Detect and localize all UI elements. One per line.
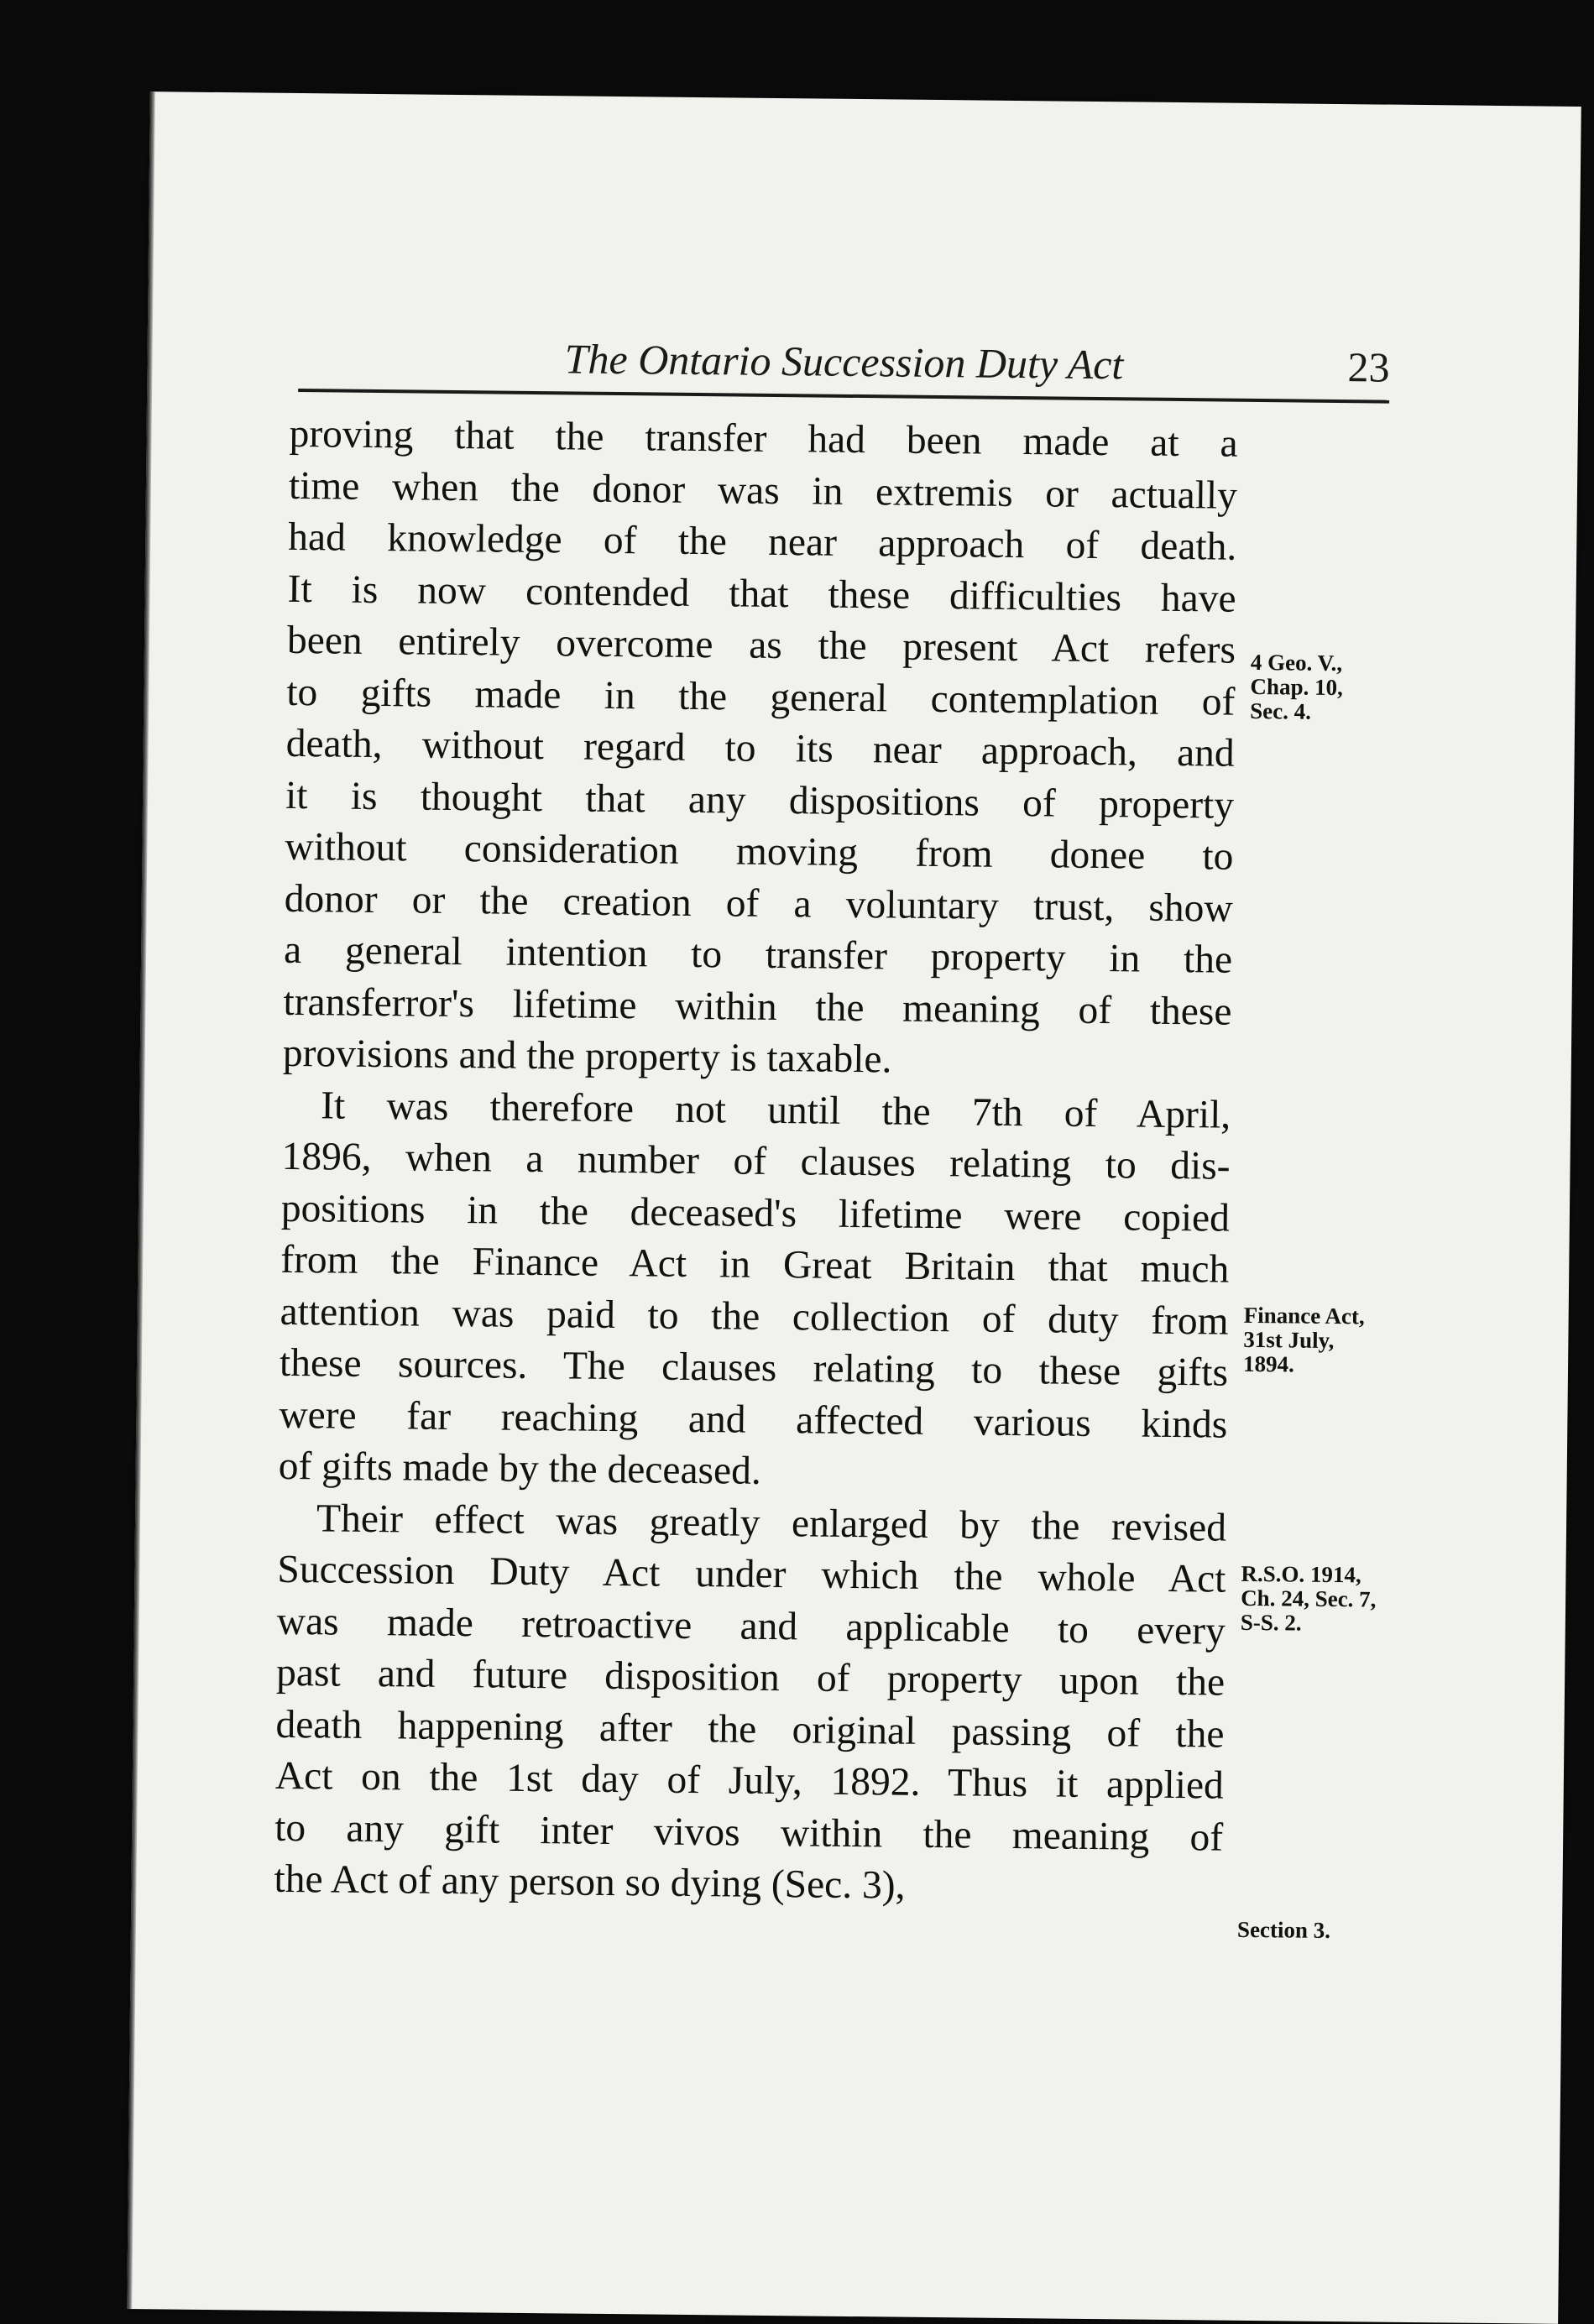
text-line: it is thought that any dispositions of property	[285, 773, 1235, 828]
binding-edge	[127, 91, 155, 2309]
text-line: It is now contended that these difficulties have	[287, 567, 1236, 621]
text-line: of gifts made by the deceased.	[278, 1444, 762, 1493]
text-line: death happening after the original passing of the	[275, 1702, 1225, 1757]
page-sheet	[127, 91, 1581, 2324]
margin-note-line: 1894.	[1242, 1350, 1294, 1377]
text-line: Act on the 1st day of July, 1892. Thus it applied	[274, 1753, 1225, 1808]
margin-note-line: Finance Act,	[1243, 1302, 1365, 1329]
body-text	[274, 409, 1238, 1915]
margin-note-line: Sec. 4.	[1250, 697, 1312, 724]
text-line: positions in the deceased's lifetime were copied	[280, 1186, 1231, 1240]
margin-note-line: Chap. 10,	[1250, 673, 1343, 701]
margin-note-line: Ch. 24, Sec. 7,	[1241, 1585, 1377, 1612]
margin-note	[1237, 1918, 1330, 1943]
text-line: attention was paid to the collection of duty from	[280, 1289, 1229, 1344]
text-line: had knowledge of the near approach of death.	[288, 514, 1237, 569]
text-line: from the Finance Act in Great Britain that much	[280, 1237, 1230, 1292]
paragraph	[283, 409, 1238, 1089]
text-line: death, without regard to its near approach, and	[285, 721, 1235, 776]
text-line: to gifts made in the general contemplation of	[286, 670, 1236, 724]
text-line: was made retroactive and applicable to every	[276, 1599, 1226, 1653]
page-number: 23	[1347, 343, 1390, 391]
text-line: these sources. The clauses relating to these gifts	[279, 1340, 1229, 1395]
margin-note-line: S-S. 2.	[1240, 1609, 1302, 1636]
running-title: The Ontario Succession Duty Act	[564, 335, 1124, 389]
margin-note	[1243, 1303, 1365, 1378]
text-line: transferror's lifetime within the meaning of these	[283, 979, 1232, 1034]
text-line: been entirely overcome as the present Act refers	[286, 618, 1236, 672]
margin-note-line: 4 Geo. V.,	[1250, 649, 1343, 676]
text-line: donor or the creation of a voluntary trust, show	[284, 876, 1234, 931]
text-line: a general intention to transfer property in the	[283, 927, 1233, 982]
margin-note-line: R.S.O. 1914,	[1241, 1560, 1361, 1588]
text-line: to any gift inter vivos within the meaning of	[274, 1805, 1224, 1860]
margin-note-line: Section 3.	[1236, 1916, 1331, 1943]
text-line: 1896, when a number of clauses relating to dis-	[281, 1134, 1231, 1188]
text-line: It was therefore not until the 7th of April,	[320, 1083, 1231, 1137]
text-line: provisions and the property is taxable.	[282, 1031, 892, 1082]
paragraph	[278, 1079, 1231, 1502]
paragraph	[274, 1492, 1226, 1915]
margin-note-line: 31st July,	[1243, 1326, 1335, 1353]
text-line: proving that the transfer had been made at a	[289, 411, 1238, 466]
text-line: time when the donor was in extremis or actually	[288, 463, 1238, 518]
text-line: Succession Duty Act under which the whole Act	[277, 1547, 1226, 1601]
text-line: the Act of any person so dying (Sec. 3),	[274, 1857, 906, 1908]
margin-note	[1241, 1562, 1377, 1637]
text-line: past and future disposition of property upon the	[275, 1650, 1226, 1705]
header-rule	[298, 389, 1389, 404]
margin-note	[1250, 650, 1343, 724]
running-header	[298, 318, 1390, 405]
text-line: without consideration moving from donee to	[285, 824, 1234, 879]
text-line: were far reaching and affected various kinds	[279, 1392, 1228, 1447]
text-line: Their effect was greatly enlarged by the revised	[316, 1496, 1227, 1550]
